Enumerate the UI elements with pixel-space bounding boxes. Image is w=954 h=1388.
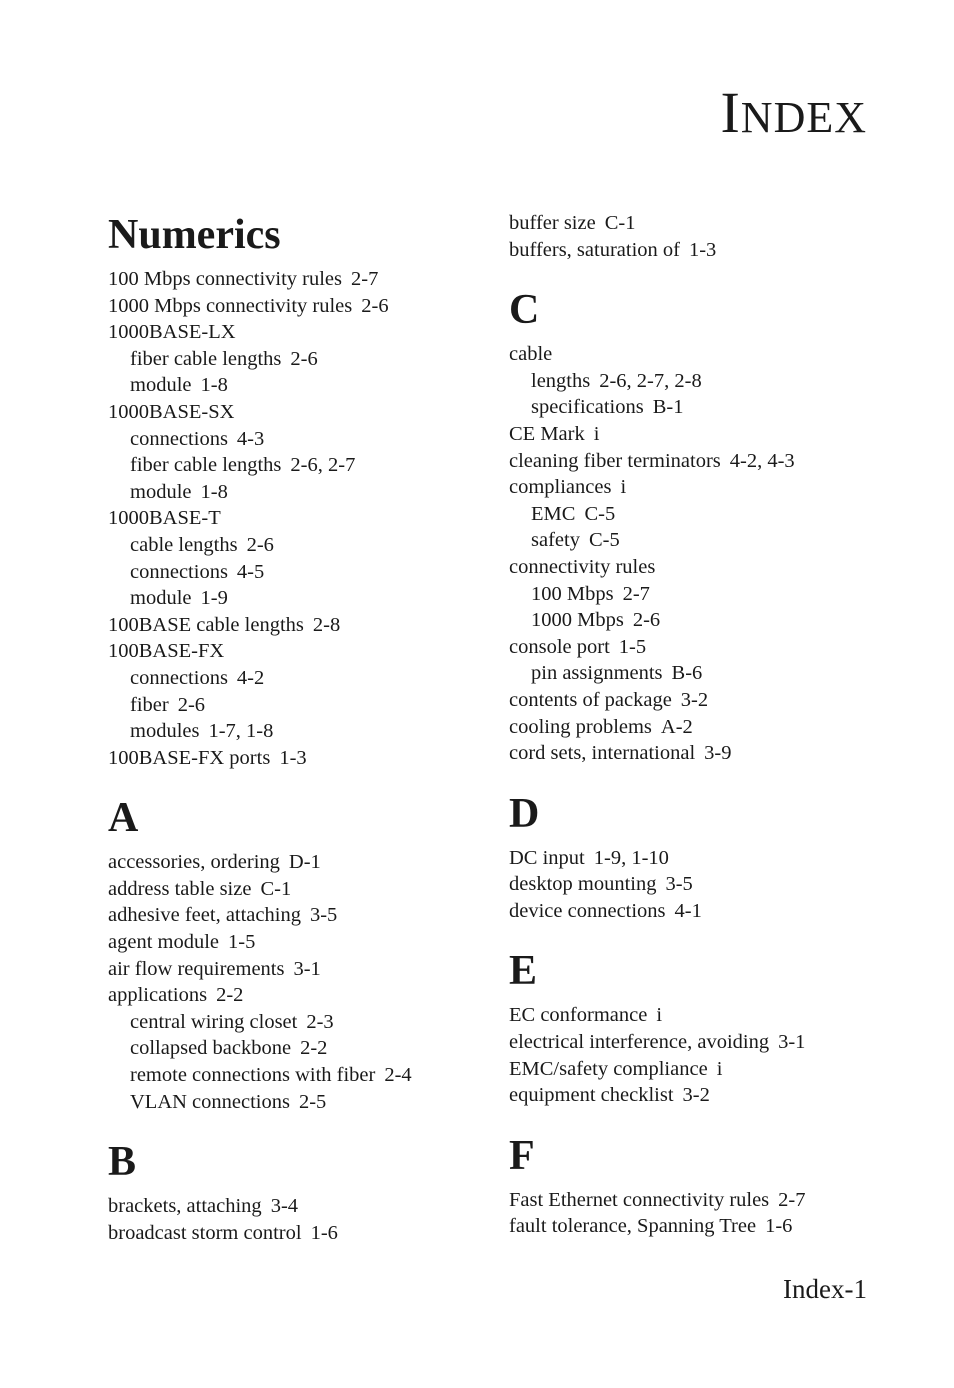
index-entry bbox=[108, 849, 468, 876]
index-entry-list bbox=[509, 341, 889, 767]
page-references: 3-5 bbox=[665, 873, 693, 896]
index-entry bbox=[108, 929, 468, 956]
index-subentry bbox=[108, 346, 468, 373]
index-entry bbox=[509, 448, 889, 475]
index-subentry bbox=[509, 368, 889, 395]
page-references: 1-8 bbox=[200, 374, 228, 397]
index-term: agent module bbox=[108, 931, 220, 954]
index-entry bbox=[509, 341, 889, 368]
index-term: 100BASE-FX bbox=[108, 640, 225, 663]
index-entry bbox=[108, 612, 468, 639]
page-references: 2-6, 2-7 bbox=[290, 454, 356, 477]
index-entry-list bbox=[108, 266, 468, 771]
index-term: 100 Mbps connectivity rules bbox=[108, 268, 343, 290]
index-section bbox=[509, 210, 889, 263]
index-section bbox=[509, 285, 889, 767]
index-term: pin assignments bbox=[531, 662, 663, 685]
index-subentry bbox=[108, 532, 468, 559]
index-term: 100 Mbps bbox=[531, 582, 614, 605]
index-term: 100BASE-FX ports bbox=[108, 746, 271, 769]
page-references: 4-3 bbox=[236, 427, 265, 450]
index-term: safety bbox=[531, 529, 580, 552]
index-subentry bbox=[509, 660, 889, 687]
index-subentry bbox=[108, 426, 468, 453]
page-references: 2-6 bbox=[246, 533, 274, 556]
index-entry bbox=[509, 740, 889, 767]
page-references: 4-1 bbox=[674, 899, 702, 922]
index-term: module bbox=[130, 587, 192, 610]
page-references: i bbox=[656, 1004, 663, 1027]
page-references: C-1 bbox=[260, 877, 292, 900]
page-references: 2-6 bbox=[290, 347, 318, 370]
page-references: 2-7 bbox=[622, 582, 650, 605]
index-column-right bbox=[509, 210, 889, 1240]
page-references: 1-6 bbox=[310, 1221, 338, 1244]
page-references: 4-2, 4-3 bbox=[729, 449, 795, 472]
index-entry bbox=[108, 745, 468, 772]
index-entry bbox=[108, 902, 468, 929]
index-term: brackets, attaching bbox=[108, 1195, 262, 1218]
page-references: 4-5 bbox=[236, 560, 265, 583]
page-references: i bbox=[593, 422, 600, 445]
index-term: equipment checklist bbox=[509, 1084, 674, 1107]
index-entry-list bbox=[108, 1193, 468, 1246]
index-subentry bbox=[108, 479, 468, 506]
page-references: 2-6 bbox=[177, 693, 206, 716]
index-entry bbox=[509, 1213, 889, 1240]
index-term: collapsed backbone bbox=[130, 1037, 292, 1060]
index-term: connections bbox=[130, 560, 228, 583]
index-term: modules bbox=[130, 720, 200, 743]
page-number: Index-1 bbox=[783, 1274, 867, 1304]
index-term: cable bbox=[509, 343, 553, 366]
index-term: fiber bbox=[130, 693, 169, 716]
section-heading: B bbox=[108, 1139, 137, 1186]
index-entry bbox=[108, 1193, 468, 1220]
index-entry bbox=[108, 982, 468, 1009]
index-term: adhesive feet, attaching bbox=[108, 904, 301, 927]
page-references: 3-1 bbox=[778, 1031, 806, 1054]
page-references: 4-2 bbox=[236, 666, 265, 689]
index-subentry bbox=[108, 692, 468, 719]
index-entry bbox=[108, 1220, 468, 1247]
index-entry bbox=[108, 505, 468, 532]
index-entry bbox=[509, 845, 889, 872]
index-section bbox=[509, 1131, 889, 1240]
index-term: EMC/safety compliance bbox=[509, 1057, 708, 1080]
index-entry bbox=[509, 1002, 889, 1029]
index-entry-list bbox=[509, 845, 889, 925]
index-entry bbox=[509, 1082, 889, 1109]
index-term: EMC bbox=[531, 502, 576, 525]
index-term: specifications bbox=[531, 396, 644, 419]
page-title-rest: NDEX bbox=[740, 93, 867, 142]
index-term: 1000BASE-SX bbox=[108, 400, 235, 423]
page-references: 2-3 bbox=[306, 1010, 334, 1033]
index-term: cleaning fiber terminators bbox=[509, 449, 721, 472]
index-term: connections bbox=[130, 427, 228, 450]
index-term: cooling problems bbox=[509, 715, 652, 738]
index-term: CE Mark bbox=[509, 422, 585, 445]
index-entry bbox=[509, 898, 889, 925]
page-references: 3-4 bbox=[270, 1195, 299, 1218]
index-term: remote connections with fiber bbox=[130, 1064, 376, 1087]
index-term: desktop mounting bbox=[509, 873, 657, 896]
index-term: electrical interference, avoiding bbox=[509, 1031, 770, 1054]
index-section bbox=[108, 1137, 468, 1246]
index-entry bbox=[509, 474, 889, 501]
page-references: 2-5 bbox=[298, 1090, 327, 1113]
page-references: 1-8 bbox=[200, 480, 228, 503]
page-references: C-1 bbox=[604, 212, 636, 234]
page-references: i bbox=[716, 1057, 723, 1080]
index-term: fiber cable lengths bbox=[130, 347, 282, 370]
page-title-initial: I bbox=[720, 80, 741, 145]
index-subentry bbox=[108, 665, 468, 692]
index-term: 1000 Mbps connectivity rules bbox=[108, 294, 353, 317]
index-term: device connections bbox=[509, 899, 666, 922]
section-heading: C bbox=[509, 287, 540, 334]
index-term: cord sets, international bbox=[509, 742, 696, 765]
index-entry bbox=[509, 871, 889, 898]
page-references: 3-5 bbox=[309, 904, 338, 927]
index-term: 1000BASE-LX bbox=[108, 321, 236, 344]
index-subentry bbox=[108, 1089, 468, 1116]
index-subentry bbox=[509, 527, 889, 554]
index-term: module bbox=[130, 374, 192, 397]
page-references: 2-6, 2-7, 2-8 bbox=[599, 369, 702, 392]
page-references: B-1 bbox=[652, 396, 684, 419]
index-term: console port bbox=[509, 635, 610, 658]
index-term: buffer size bbox=[509, 212, 596, 234]
index-entry-list bbox=[108, 849, 468, 1115]
page-references: 3-1 bbox=[293, 957, 321, 980]
page-references: 1-5 bbox=[228, 931, 256, 954]
index-subentry bbox=[108, 559, 468, 586]
page-references: 2-2 bbox=[300, 1037, 328, 1060]
section-heading: A bbox=[108, 795, 139, 842]
index-subentry bbox=[509, 394, 889, 421]
index-entry bbox=[108, 876, 468, 903]
index-term: contents of package bbox=[509, 688, 672, 711]
index-subentry bbox=[108, 372, 468, 399]
index-subentry bbox=[509, 607, 889, 634]
page-references: 1-3 bbox=[688, 238, 717, 261]
page-references: 1-3 bbox=[279, 746, 307, 769]
page-references: 3-2 bbox=[682, 1084, 710, 1107]
page-references: i bbox=[620, 476, 627, 499]
page-references: 1-7, 1-8 bbox=[208, 720, 274, 743]
index-subentry bbox=[108, 585, 468, 612]
index-term: cable lengths bbox=[130, 533, 238, 556]
index-entry-list bbox=[509, 210, 889, 263]
index-term: buffers, saturation of bbox=[509, 238, 680, 261]
index-entry bbox=[108, 266, 468, 293]
index-section bbox=[509, 946, 889, 1108]
index-term: 1000 Mbps bbox=[531, 609, 624, 632]
page-references: B-6 bbox=[671, 662, 703, 685]
index-entry-list bbox=[509, 1187, 889, 1240]
index-term: air flow requirements bbox=[108, 957, 285, 980]
page-references: A-2 bbox=[660, 715, 693, 738]
index-term: broadcast storm control bbox=[108, 1221, 302, 1244]
page-references: 1-9 bbox=[200, 587, 228, 610]
index-entry bbox=[509, 210, 889, 237]
index-subentry bbox=[108, 1009, 468, 1036]
index-subentry bbox=[108, 1035, 468, 1062]
page-references: 3-2 bbox=[680, 688, 709, 711]
index-subentry bbox=[108, 718, 468, 745]
index-entry bbox=[509, 1187, 889, 1214]
index-term: applications bbox=[108, 984, 208, 1007]
index-term: Fast Ethernet connectivity rules bbox=[509, 1188, 770, 1211]
index-entry bbox=[108, 319, 468, 346]
page-references: 3-9 bbox=[704, 742, 732, 765]
page-references: 2-6 bbox=[361, 294, 389, 317]
index-term: DC input bbox=[509, 846, 585, 869]
index-term: compliances bbox=[509, 476, 612, 499]
index-term: 1000BASE-T bbox=[108, 507, 221, 530]
index-section bbox=[108, 793, 468, 1115]
index-term: 100BASE cable lengths bbox=[108, 613, 304, 636]
section-heading: D bbox=[509, 790, 540, 837]
index-entry bbox=[509, 421, 889, 448]
index-entry bbox=[108, 638, 468, 665]
page-references: C-5 bbox=[584, 502, 616, 525]
page-references: D-1 bbox=[288, 851, 321, 874]
index-section bbox=[108, 210, 468, 771]
index-term: accessories, ordering bbox=[108, 851, 280, 874]
index-term: VLAN connections bbox=[130, 1090, 290, 1113]
index-entry bbox=[509, 714, 889, 741]
page-references: 2-6 bbox=[632, 609, 661, 632]
index-entry bbox=[509, 554, 889, 581]
page-references: 1-9, 1-10 bbox=[593, 846, 669, 869]
page-references: C-5 bbox=[588, 529, 620, 552]
index-entry bbox=[509, 634, 889, 661]
page-references: 2-7 bbox=[351, 268, 379, 290]
index-subentry bbox=[108, 452, 468, 479]
index-term: address table size bbox=[108, 877, 252, 900]
index-entry bbox=[509, 237, 889, 264]
index-entry bbox=[509, 1056, 889, 1083]
index-subentry bbox=[509, 501, 889, 528]
page-references: 1-6 bbox=[765, 1215, 793, 1238]
index-entry bbox=[509, 1029, 889, 1056]
index-entry bbox=[509, 687, 889, 714]
section-heading: F bbox=[509, 1132, 535, 1179]
index-entry bbox=[108, 293, 468, 320]
index-entry-list bbox=[509, 1002, 889, 1108]
index-section bbox=[509, 789, 889, 925]
index-subentry bbox=[108, 1062, 468, 1089]
index-term: lengths bbox=[531, 369, 591, 392]
index-entry bbox=[108, 399, 468, 426]
index-term: fault tolerance, Spanning Tree bbox=[509, 1215, 757, 1238]
section-heading: Numerics bbox=[108, 212, 281, 258]
index-subentry bbox=[509, 581, 889, 608]
page-title bbox=[720, 78, 867, 153]
index-term: module bbox=[130, 480, 192, 503]
section-heading: E bbox=[509, 948, 538, 995]
index-term: fiber cable lengths bbox=[130, 454, 282, 477]
index-term: connections bbox=[130, 666, 228, 689]
page-references: 2-4 bbox=[384, 1064, 412, 1087]
index-term: connectivity rules bbox=[509, 555, 656, 578]
page-references: 2-2 bbox=[216, 984, 244, 1007]
index-column-left bbox=[108, 210, 468, 1246]
page-references: 2-8 bbox=[312, 613, 341, 636]
index-entry bbox=[108, 956, 468, 983]
page-references: 2-7 bbox=[778, 1188, 806, 1211]
index-term: EC conformance bbox=[509, 1004, 648, 1027]
index-term: central wiring closet bbox=[130, 1010, 298, 1033]
page-references: 1-5 bbox=[618, 635, 647, 658]
